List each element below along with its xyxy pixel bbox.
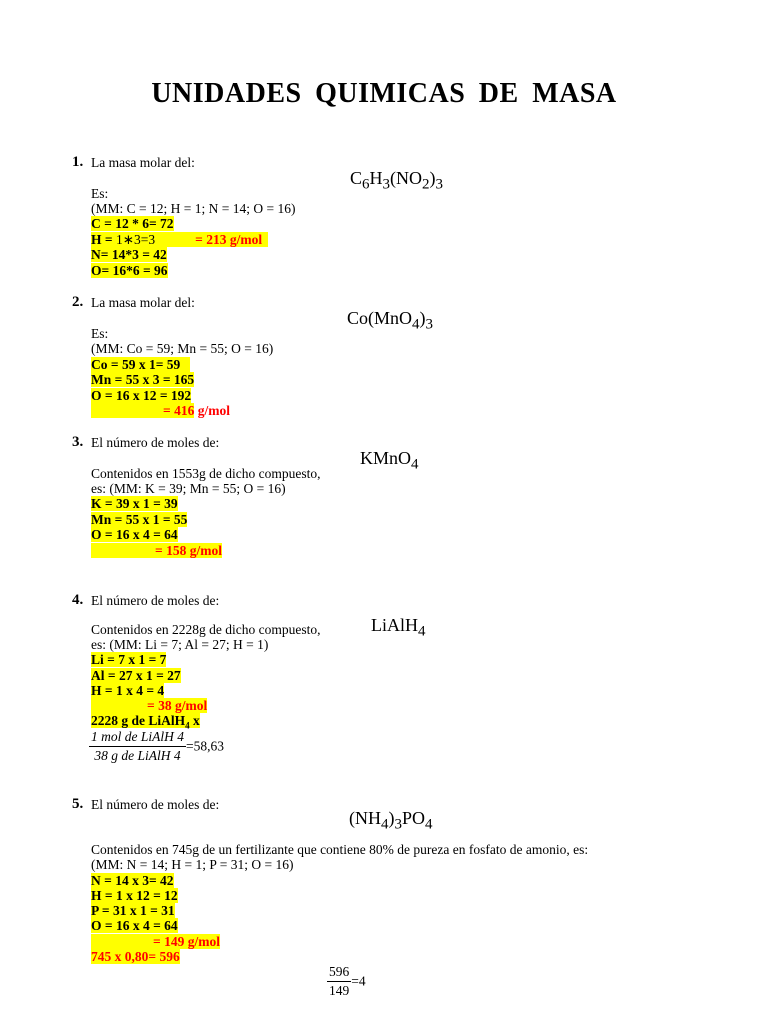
- molar-mass-total: = 158 g/mol: [91, 543, 222, 558]
- problem-statement: Contenidos en 2228g de dicho compuesto,: [91, 622, 321, 637]
- problem-prompt: La masa molar del:: [91, 295, 195, 310]
- nitrogen-line: N= 14*3 = 42: [91, 247, 167, 262]
- es-label: Es:: [91, 326, 109, 341]
- fraction-denominator: 149: [329, 983, 350, 998]
- problem-number: 1.: [72, 154, 84, 170]
- oxygen-line: O = 16 x 12 = 192: [91, 388, 192, 403]
- cobalt-line: Co = 59 x 1= 59: [91, 357, 190, 372]
- problem-number: 4.: [72, 592, 84, 608]
- manganese-line: Mn = 55 x 3 = 165: [91, 372, 195, 387]
- aluminium-line: Al = 27 x 1 = 27: [91, 668, 181, 683]
- potassium-line: K = 39 x 1 = 39: [91, 496, 178, 511]
- problem-statement: Contenidos en 745g de un fertilizante que contiene 80% de pureza en fosfato de amonio, es:: [91, 842, 589, 857]
- manganese-line: Mn = 55 x 1 = 55: [91, 512, 188, 527]
- fraction-result: =58,63: [186, 738, 224, 754]
- molar-mass-total: = 416: [91, 403, 194, 418]
- molar-mass-data: (MM: N = 14; H = 1; P = 31; O = 16): [91, 857, 294, 872]
- problem-prompt: El número de moles de:: [91, 797, 220, 812]
- molar-mass-data: (MM: C = 12; H = 1; N = 14; O = 16): [91, 201, 296, 216]
- purity-line: 745 x 0,80= 596: [91, 949, 180, 964]
- problem-number: 2.: [72, 294, 84, 310]
- conversion-line: 2228 g de LiAlH$_4$ x: [91, 713, 200, 731]
- molar-mass-total: = 38 g/mol: [91, 698, 207, 713]
- molar-mass-data: es: (MM: Li = 7; Al = 27; H = 1): [91, 637, 269, 652]
- moles-fraction: [327, 964, 366, 999]
- fraction-result: =4: [351, 973, 366, 989]
- fraction-numerator: 596: [327, 964, 351, 982]
- chemical-formula: LiAlH$_4$: [371, 615, 426, 640]
- conversion-fraction: [89, 729, 224, 764]
- problem-number: 5.: [72, 796, 84, 812]
- oxygen-line: O= 16*6 = 96: [91, 263, 168, 278]
- chemical-formula: $C_6H_3(NO_2)_3$: [350, 168, 444, 193]
- nitrogen-line: N = 14 x 3= 42: [91, 873, 174, 888]
- problem-prompt: El número de moles de:: [91, 435, 220, 450]
- problem-prompt: El número de moles de:: [91, 593, 220, 608]
- molar-mass-data: (MM: Co = 59; Mn = 55; O = 16): [91, 341, 274, 356]
- molar-mass-total: = 213 g/mol: [195, 232, 263, 247]
- hydrogen-line: H = 1∗3=3 = 213 g/mol: [91, 232, 268, 247]
- molar-mass-data: es: (MM: K = 39; Mn = 55; O = 16): [91, 481, 286, 496]
- problem-statement: Contenidos en 1553g de dicho compuesto,: [91, 466, 321, 481]
- chemical-formula: KMnO$_4$: [360, 448, 419, 473]
- hydrogen-line: H = 1 x 12 = 12: [91, 888, 178, 903]
- hydrogen-line: H = 1 x 4 = 4: [91, 683, 165, 698]
- chemical-formula: $(NH_4)_3PO_4$: [349, 808, 433, 833]
- oxygen-line: O = 16 x 4 = 64: [91, 918, 178, 933]
- phosphorus-line: P = 31 x 1 = 31: [91, 903, 175, 918]
- page-title: UNIDADES QUIMICAS DE MASA: [151, 78, 617, 109]
- fraction-denominator: 38 g de LiAlH 4: [94, 748, 181, 763]
- lithium-line: Li = 7 x 1 = 7: [91, 652, 167, 667]
- chemical-formula: $Co(MnO_4)_3$: [347, 308, 434, 333]
- fraction-numerator: 1 mol de LiAlH 4: [89, 729, 186, 747]
- carbon-line: C = 12 * 6= 72: [91, 216, 174, 231]
- molar-mass-total: = 149 g/mol: [91, 934, 220, 949]
- problem-number: 3.: [72, 434, 84, 450]
- oxygen-line: O = 16 x 4 = 64: [91, 527, 178, 542]
- problem-prompt: La masa molar del:: [91, 155, 195, 170]
- es-label: Es:: [91, 186, 109, 201]
